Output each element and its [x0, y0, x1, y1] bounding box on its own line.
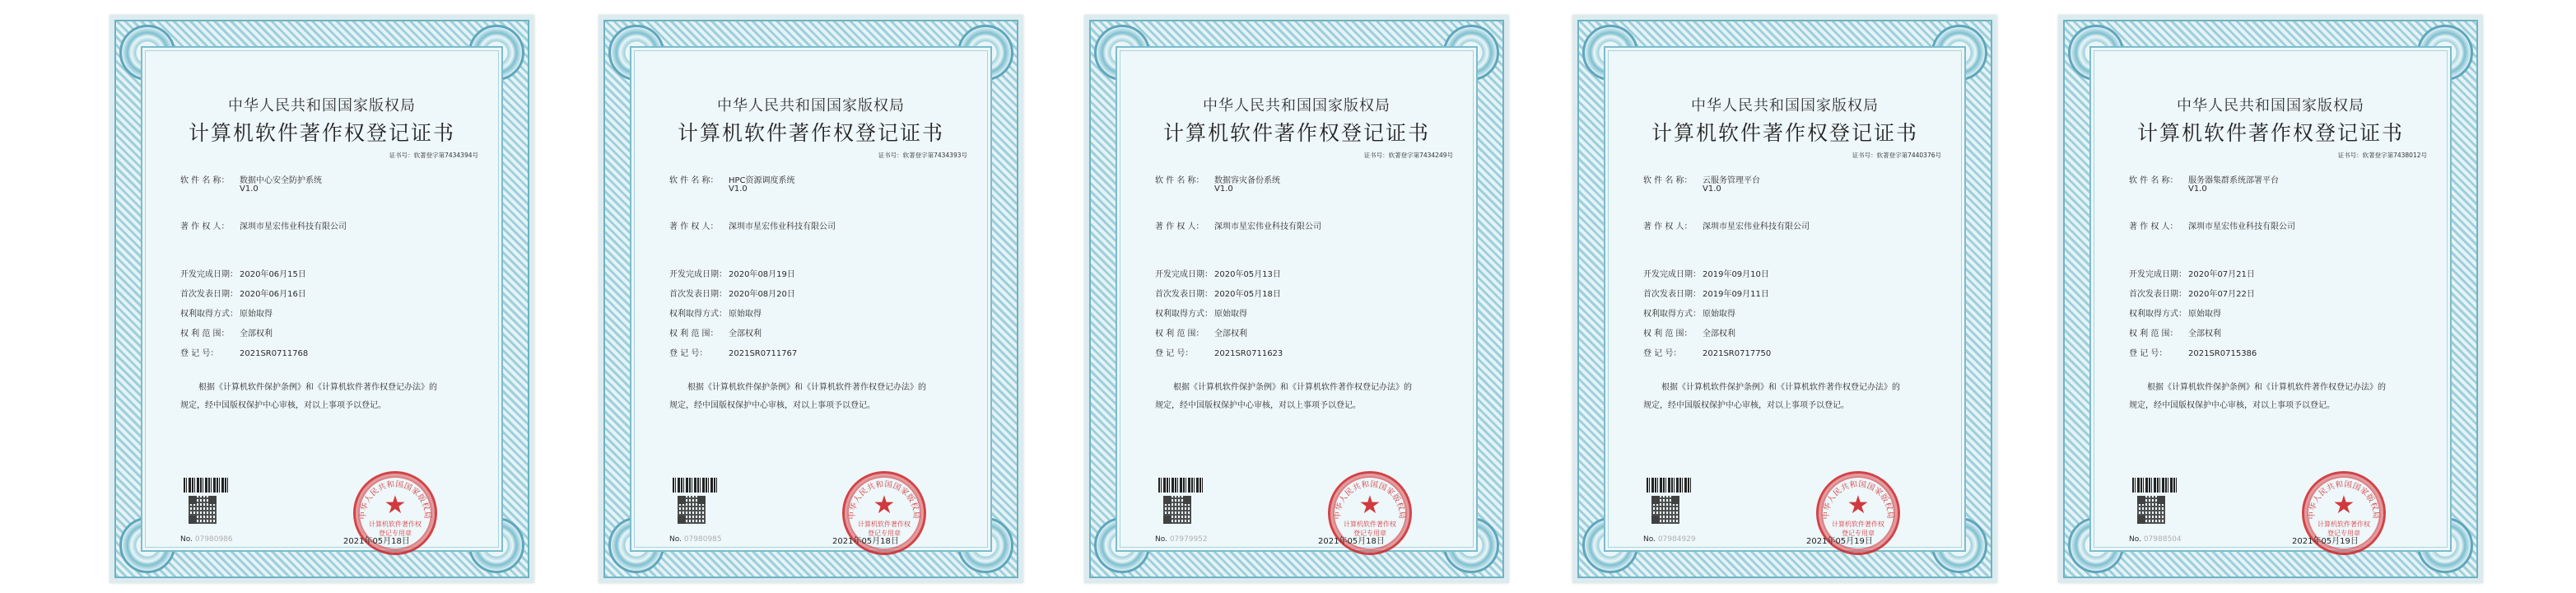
- issuer-name: 中华人民共和国国家版权局: [1203, 97, 1390, 114]
- software-version: V1.0: [1703, 184, 1721, 194]
- software-name: 数据中心安全防护系统: [240, 176, 322, 185]
- field-label: 登 记 号：: [1155, 349, 1194, 358]
- field-label: 登 记 号：: [1643, 349, 1682, 358]
- svg-text:中华人民共和国国家版权局: 中华人民共和国国家版权局: [2307, 479, 2381, 520]
- certificate-card[interactable]: [1572, 15, 1997, 583]
- certificate-title: 计算机软件著作权登记证书: [2136, 121, 2404, 145]
- serial-number: [1155, 535, 1208, 544]
- dev-date-row: [669, 267, 795, 279]
- registration-number: 2021SR0717750: [1703, 349, 1772, 358]
- software-name-row: [1155, 173, 1280, 185]
- reg-no-row: [1643, 346, 1771, 358]
- field-label: 权利取得方式：: [180, 310, 238, 319]
- scope-row: [2129, 326, 2221, 339]
- owner-row: [180, 219, 347, 231]
- certificate-card[interactable]: [1084, 15, 1509, 583]
- svg-text:中华人民共和国国家版权局: 中华人民共和国国家版权局: [1821, 479, 1895, 520]
- statement-line: 规定，经中国版权保护中心审核，对以上事项予以登记。: [1155, 401, 1361, 410]
- legal-statement: [1155, 379, 1445, 415]
- field-label: 首次发表日期：: [1643, 290, 1701, 299]
- field-label: 著 作 权 人：: [2129, 222, 2178, 231]
- software-name-row: [2129, 173, 2279, 185]
- acquire-row: [180, 306, 273, 319]
- software-version: V1.0: [729, 184, 748, 194]
- field-label: 软 件 名 称：: [1643, 176, 1693, 185]
- certificate-number: 证书号：软著登字第7434249号: [1363, 152, 1453, 159]
- dev-completion-date: 2019年09月10日: [1703, 270, 1769, 279]
- software-version: V1.0: [1214, 184, 1233, 194]
- software-name: 云服务管理平台: [1703, 176, 1760, 185]
- pub-date-row: [180, 287, 306, 299]
- seal-date: 2021年05月19日: [1806, 537, 1873, 546]
- seal-line: 登记专用章: [379, 530, 412, 537]
- field-label: 权 利 范 围：: [1155, 329, 1204, 339]
- certificate-number: 证书号：软著登字第7440376号: [1852, 152, 1941, 159]
- legal-statement: [2129, 379, 2419, 415]
- qr-code-icon: [2137, 496, 2165, 524]
- barcode-icon: [184, 478, 230, 493]
- certificate-title: 计算机软件著作权登记证书: [1162, 121, 1430, 145]
- field-label: 软 件 名 称：: [1155, 176, 1204, 185]
- statement-line: 根据《计算机软件保护条例》和《计算机软件著作权登记办法》的: [687, 383, 926, 392]
- serial-prefix: No.: [2129, 535, 2141, 544]
- field-label: 著 作 权 人：: [1643, 222, 1693, 231]
- reg-no-row: [669, 346, 797, 358]
- statement-line: 规定，经中国版权保护中心审核，对以上事项予以登记。: [1643, 401, 1849, 410]
- copyright-owner: 深圳市星宏伟业科技有限公司: [1214, 222, 1321, 231]
- field-label: 软 件 名 称：: [669, 176, 719, 185]
- software-name: 数据容灾备份系统: [1214, 176, 1280, 185]
- barcode-icon: [1647, 478, 1693, 493]
- issuer-name: 中华人民共和国国家版权局: [228, 97, 416, 114]
- rights-scope: 全部权利: [1214, 329, 1247, 339]
- qr-code-icon: [189, 496, 217, 524]
- seal-date: 2021年05月18日: [343, 537, 410, 546]
- serial-value: 07980985: [683, 535, 722, 544]
- registration-number: 2021SR0711623: [1214, 349, 1283, 358]
- field-label: 软 件 名 称：: [2129, 176, 2178, 185]
- first-publish-date: 2020年08月20日: [729, 290, 795, 299]
- star-icon: ★: [2332, 491, 2355, 520]
- rights-scope: 全部权利: [2188, 329, 2221, 339]
- seal-line: 计算机软件著作权: [1832, 521, 1884, 528]
- field-label: 首次发表日期：: [2129, 290, 2187, 299]
- software-name-row: [669, 173, 795, 185]
- serial-prefix: No.: [1643, 535, 1656, 544]
- field-label: 著 作 权 人：: [669, 222, 719, 231]
- serial-number: [669, 535, 722, 544]
- serial-number: [1643, 535, 1696, 544]
- decorative-border: [603, 20, 1018, 578]
- certificate-title: 计算机软件著作权登记证书: [677, 121, 944, 145]
- field-label: 登 记 号：: [669, 349, 708, 358]
- software-version: V1.0: [2188, 184, 2207, 194]
- certificate-card[interactable]: [2058, 15, 2483, 583]
- first-publish-date: 2020年06月16日: [240, 290, 306, 299]
- decorative-border: [2063, 20, 2478, 578]
- registration-number: 2021SR0711767: [729, 349, 798, 358]
- decorative-border: [1089, 20, 1504, 578]
- reg-no-row: [1155, 346, 1283, 358]
- field-label: 权利取得方式：: [1643, 310, 1701, 319]
- pub-date-row: [1155, 287, 1281, 299]
- reg-no-row: [2129, 346, 2257, 358]
- acquire-row: [669, 306, 762, 319]
- dev-date-row: [2129, 267, 2255, 279]
- barcode-icon: [1158, 478, 1204, 493]
- statement-line: 根据《计算机软件保护条例》和《计算机软件著作权登记办法》的: [2147, 383, 2386, 392]
- serial-value: 07984929: [1657, 535, 1696, 544]
- statement-line: 根据《计算机软件保护条例》和《计算机软件著作权登记办法》的: [1661, 383, 1900, 392]
- qr-code-icon: [678, 496, 706, 524]
- first-publish-date: 2020年07月22日: [2188, 290, 2255, 299]
- serial-value: 07988504: [2143, 535, 2182, 544]
- serial-prefix: No.: [1155, 535, 1167, 544]
- field-label: 首次发表日期：: [180, 290, 238, 299]
- field-label: 登 记 号：: [2129, 349, 2168, 358]
- rights-scope: 全部权利: [240, 329, 273, 339]
- seal-line: 登记专用章: [868, 530, 901, 537]
- field-label: 权利取得方式：: [669, 310, 727, 319]
- qr-code-icon: [1163, 496, 1191, 524]
- field-label: 著 作 权 人：: [180, 222, 230, 231]
- barcode-icon: [673, 478, 719, 493]
- certificate-title: 计算机软件著作权登记证书: [188, 121, 455, 145]
- registration-number: 2021SR0715386: [2188, 349, 2257, 358]
- issuer-name: 中华人民共和国国家版权局: [717, 97, 905, 114]
- acquire-row: [2129, 306, 2221, 319]
- decorative-border: [1577, 20, 1992, 578]
- field-label: 开发完成日期：: [669, 270, 727, 279]
- field-label: 首次发表日期：: [1155, 290, 1213, 299]
- serial-number: [2129, 535, 2182, 544]
- pub-date-row: [669, 287, 795, 299]
- statement-line: 规定，经中国版权保护中心审核，对以上事项予以登记。: [2129, 401, 2335, 410]
- field-label: 权 利 范 围：: [180, 329, 230, 339]
- star-icon: ★: [873, 491, 896, 520]
- field-label: 权利取得方式：: [1155, 310, 1213, 319]
- dev-date-row: [180, 267, 306, 279]
- acquire-method: 原始取得: [1703, 310, 1735, 319]
- seal-line: 计算机软件著作权: [369, 521, 422, 528]
- reg-no-row: [180, 346, 308, 358]
- legal-statement: [1643, 379, 1933, 415]
- dev-completion-date: 2020年08月19日: [729, 270, 795, 279]
- issuer-name: 中华人民共和国国家版权局: [2177, 97, 2364, 114]
- acquire-method: 原始取得: [240, 310, 273, 319]
- field-label: 著 作 权 人：: [1155, 222, 1204, 231]
- field-label: 权 利 范 围：: [669, 329, 719, 339]
- copyright-owner: 深圳市星宏伟业科技有限公司: [2188, 222, 2295, 231]
- software-name: HPC资源调度系统: [729, 176, 795, 185]
- owner-row: [1643, 219, 1810, 231]
- serial-value: 07980986: [194, 535, 233, 544]
- dev-completion-date: 2020年07月21日: [2188, 270, 2255, 279]
- dev-date-row: [1155, 267, 1281, 279]
- acquire-method: 原始取得: [1214, 310, 1247, 319]
- first-publish-date: 2020年05月18日: [1214, 290, 1281, 299]
- svg-text:中华人民共和国国家版权局: 中华人民共和国国家版权局: [847, 479, 921, 520]
- field-label: 权利取得方式：: [2129, 310, 2187, 319]
- software-name: 服务器集群系统部署平台: [2188, 176, 2279, 185]
- statement-line: 规定，经中国版权保护中心审核，对以上事项予以登记。: [669, 401, 875, 410]
- acquire-method: 原始取得: [729, 310, 762, 319]
- acquire-row: [1643, 306, 1735, 319]
- seal-line: 登记专用章: [1353, 530, 1386, 537]
- owner-row: [2129, 219, 2295, 231]
- field-label: 首次发表日期：: [669, 290, 727, 299]
- svg-text:中华人民共和国国家版权局: 中华人民共和国国家版权局: [358, 479, 432, 520]
- scope-row: [669, 326, 762, 339]
- dev-completion-date: 2020年05月13日: [1214, 270, 1281, 279]
- field-label: 权 利 范 围：: [2129, 329, 2178, 339]
- serial-number: [180, 535, 233, 544]
- dev-completion-date: 2020年06月15日: [240, 270, 306, 279]
- first-publish-date: 2019年09月11日: [1703, 290, 1769, 299]
- serial-prefix: No.: [669, 535, 682, 544]
- decorative-border: [114, 20, 529, 578]
- certificate-number: 证书号：软著登字第7438012号: [2337, 152, 2427, 159]
- star-icon: ★: [1358, 491, 1381, 520]
- statement-line: 根据《计算机软件保护条例》和《计算机软件著作权登记办法》的: [198, 383, 437, 392]
- seal-line: 计算机软件著作权: [2317, 521, 2370, 528]
- field-label: 权 利 范 围：: [1643, 329, 1693, 339]
- statement-line: 根据《计算机软件保护条例》和《计算机软件著作权登记办法》的: [1173, 383, 1412, 392]
- seal-date: 2021年05月18日: [832, 537, 899, 546]
- owner-row: [669, 219, 836, 231]
- legal-statement: [669, 379, 959, 415]
- software-name-row: [1643, 173, 1760, 185]
- registration-number: 2021SR0711768: [240, 349, 309, 358]
- field-label: 开发完成日期：: [1155, 270, 1213, 279]
- copyright-owner: 深圳市星宏伟业科技有限公司: [1703, 222, 1810, 231]
- scope-row: [1643, 326, 1735, 339]
- scope-row: [1155, 326, 1247, 339]
- field-label: 软 件 名 称：: [180, 176, 230, 185]
- field-label: 开发完成日期：: [180, 270, 238, 279]
- qr-code-icon: [1651, 496, 1679, 524]
- barcode-icon: [2132, 478, 2178, 493]
- serial-prefix: No.: [180, 535, 193, 544]
- seal-line: 计算机软件著作权: [858, 521, 911, 528]
- field-label: 开发完成日期：: [2129, 270, 2187, 279]
- rights-scope: 全部权利: [1703, 329, 1735, 339]
- copyright-owner: 深圳市星宏伟业科技有限公司: [729, 222, 836, 231]
- seal-line: 登记专用章: [2327, 530, 2360, 537]
- star-icon: ★: [1847, 491, 1870, 520]
- dev-date-row: [1643, 267, 1769, 279]
- copyright-owner: 深圳市星宏伟业科技有限公司: [240, 222, 347, 231]
- certificate-number: 证书号：软著登字第7434394号: [389, 152, 478, 159]
- certificate-card[interactable]: [599, 15, 1023, 583]
- rights-scope: 全部权利: [729, 329, 762, 339]
- software-version: V1.0: [240, 184, 259, 194]
- star-icon: ★: [384, 491, 407, 520]
- pub-date-row: [2129, 287, 2255, 299]
- field-label: 登 记 号：: [180, 349, 219, 358]
- field-label: 开发完成日期：: [1643, 270, 1701, 279]
- seal-line: 计算机软件著作权: [1344, 521, 1396, 528]
- certificate-title: 计算机软件著作权登记证书: [1651, 121, 1918, 145]
- svg-text:中华人民共和国国家版权局: 中华人民共和国国家版权局: [1333, 479, 1407, 520]
- owner-row: [1155, 219, 1321, 231]
- serial-value: 07979952: [1169, 535, 1208, 544]
- certificate-number: 证书号：软著登字第7434393号: [878, 152, 967, 159]
- software-name-row: [180, 173, 322, 185]
- legal-statement: [180, 379, 470, 415]
- pub-date-row: [1643, 287, 1769, 299]
- seal-date: 2021年05月19日: [2292, 537, 2359, 546]
- scope-row: [180, 326, 273, 339]
- seal-line: 登记专用章: [1842, 530, 1875, 537]
- issuer-name: 中华人民共和国国家版权局: [1691, 97, 1879, 114]
- seal-date: 2021年05月18日: [1318, 537, 1385, 546]
- acquire-row: [1155, 306, 1247, 319]
- certificate-card[interactable]: [109, 15, 534, 583]
- statement-line: 规定，经中国版权保护中心审核，对以上事项予以登记。: [180, 401, 386, 410]
- acquire-method: 原始取得: [2188, 310, 2221, 319]
